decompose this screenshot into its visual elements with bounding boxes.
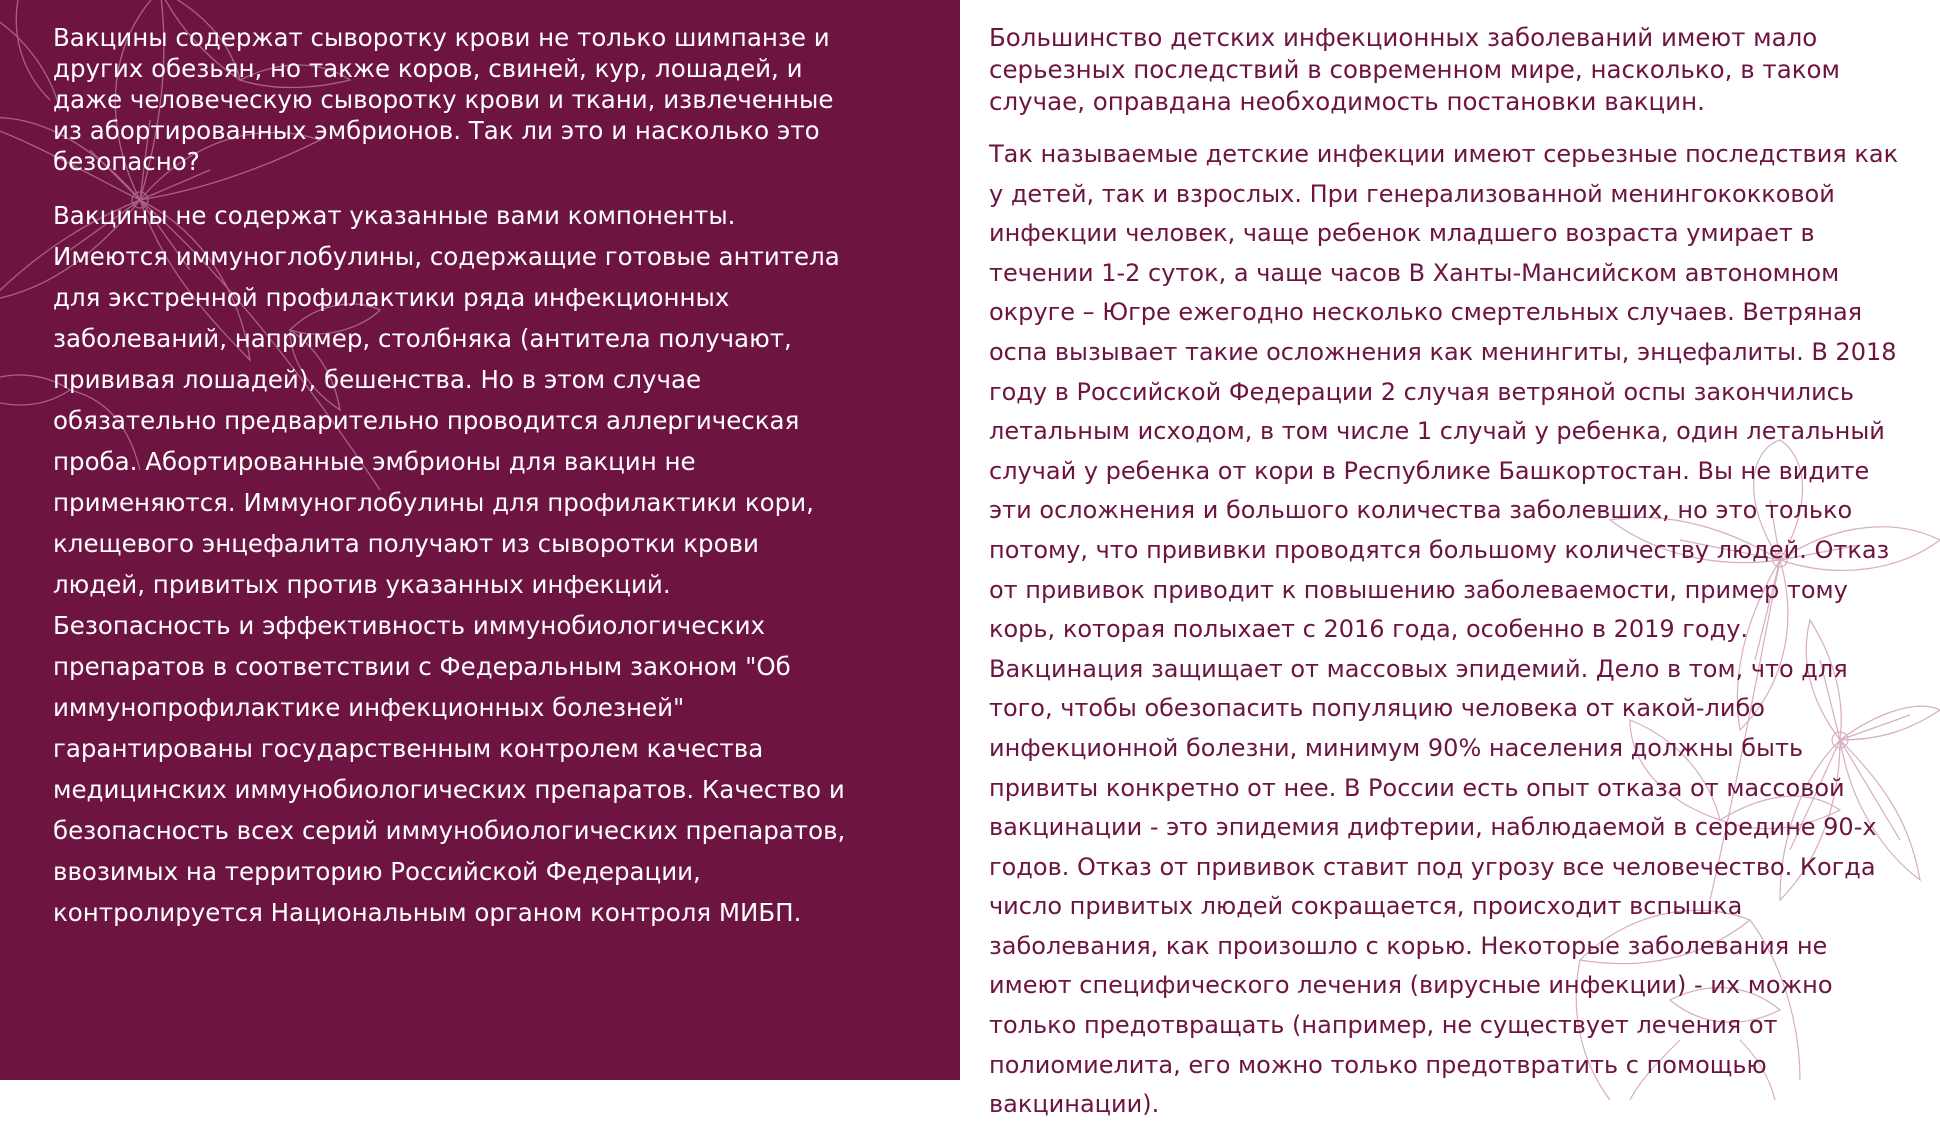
left-panel	[0, 0, 960, 1080]
left-answer: Вакцины не содержат указанные вами компоненты. Имеются иммуноглобулины, содержащие готовые антитела для экстренной профилактики ряда инфекционных заболеваний, например, столбняка (антитела получают, прививая лошадей), бешенства. Но в этом случае обязательно предварительно проводится аллергическая проба. Абортированные эмбрионы для вакцин не применяются. Иммуноглобулины для профилактики кори, клещевого энцефалита получают из сыворотки крови людей, привитых против указанных инфекций. Безопасность и эффективность иммунобиологических препаратов в соответствии с Федеральным законом "Об иммунопрофилактике инфекционных болезней" гарантированы государственным контролем качества медицинских иммунобиологических препаратов. Качество и безопасность всех серий иммунобиологических препаратов, ввозимых на территорию Российской Федерации, контролируется Национальным органом контроля МИБП.	[53, 201, 846, 927]
left-text-block	[53, 22, 853, 933]
right-panel	[960, 0, 1920, 1119]
right-question: Большинство детских инфекционных заболеваний имеют мало серьезных последствий в современном мире, насколько, в таком случае, оправдана необходимость постановки вакцин.	[989, 23, 1840, 116]
left-question: Вакцины содержат сыворотку крови не только шимпанзе и других обезьян, но также коров, свиней, кур, лошадей, и даже человеческую сыворотку крови и ткани, извлеченные из абортированных эмбрионов. Так ли это и насколько это безопасно?	[53, 23, 834, 176]
right-text-block	[989, 22, 1909, 1125]
right-answer: Так называемые детские инфекции имеют серьезные последствия как у детей, так и взрослых. При генерализованной менингококковой инфекции человек, чаще ребенок младшего возраста умирает в течении 1-2 суток, а чаще часов В Ханты-Мансийском автономном округе – Югре ежегодно несколько смертельных случаев. Ветряная оспа вызывает такие осложнения как менингиты, энцефалиты. В 2018 году в Российской Федерации 2 случая ветряной оспы закончились летальным исходом, в том числе 1 случай у ребенка, один летальный случай у ребенка от кори в Республике Башкортостан. Вы не видите эти осложнения и большого количества заболевших, но это только потому, что прививки проводятся большому количеству людей. Отказ от прививок приводит к повышению заболеваемости, пример тому корь, которая полыхает с 2016 года, особенно в 2019 году. Вакцинация защищает от массовых эпидемий. Дело в том, что для того, чтобы обезопасить популяцию человека от какой-либо инфекционной болезни, минимум 90% населения должны быть привиты конкретно от нее. В России есть опыт отказа от массовой вакцинации - это эпидемия дифтерии, наблюдаемой в середине 90-х годов. Отказ от прививок ставит под угрозу все человечество. Когда число привитых людей сокращается, происходит вспышка заболевания, как произошло с корью. Некоторые заболевания не имеют специфического лечения (вирусные инфекции) - их можно только предотвращать (например, не существует лечения от полиомиелита, его можно только предотвратить с помощью вакцинации).	[989, 140, 1899, 1119]
